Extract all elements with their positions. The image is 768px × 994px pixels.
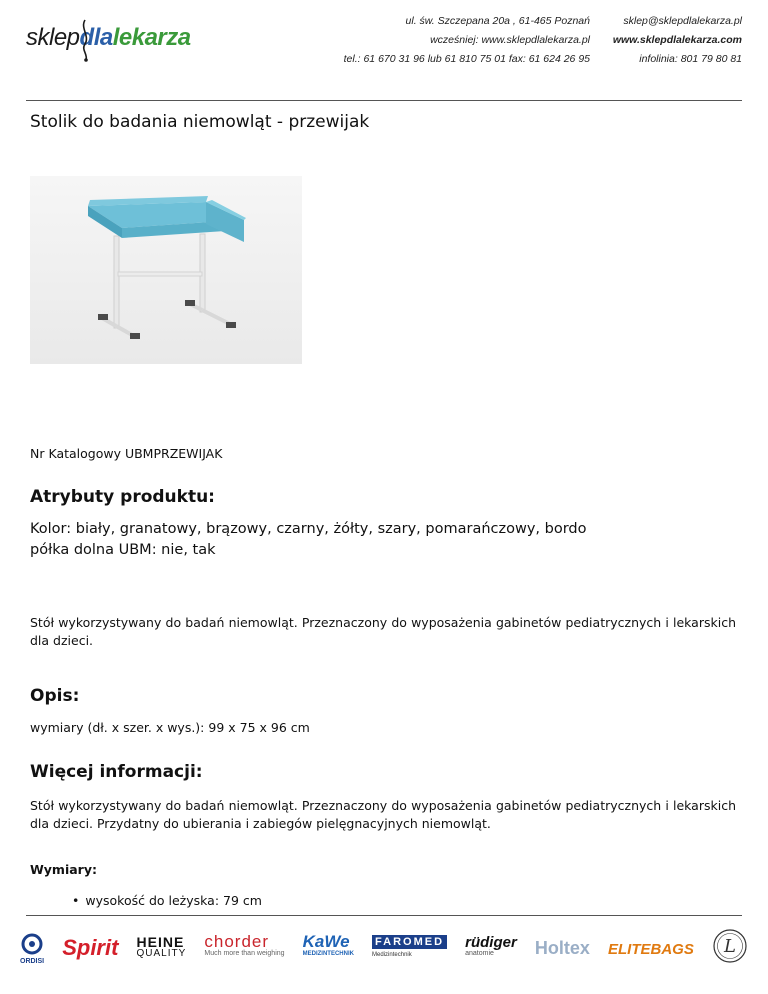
phone-text: tel.: 61 670 31 96 lub 61 810 75 01 fax: 61 624 26 95 [343, 53, 590, 65]
brand-spirit-logo[interactable]: Spirit [62, 935, 119, 960]
brand-littmann-logo[interactable] [712, 928, 748, 968]
website-link[interactable]: www.sklepdlalekarza.com [612, 34, 742, 46]
header-divider [26, 100, 742, 101]
address-text: ul. św. Szczepana 20a , 61-465 Poznań [405, 15, 590, 27]
brand-kawe-logo[interactable]: KaWe MEDIZINTECHNIK [302, 932, 354, 957]
brand-heine-logo[interactable]: HEINE QUALITY [136, 934, 187, 959]
product-image [30, 176, 302, 364]
dimensions-subheading: Wymiary: [30, 862, 97, 877]
page-header [0, 0, 768, 100]
svg-text:L: L [723, 936, 736, 957]
contact-online-block [613, 12, 742, 69]
page-title: Stolik do badania niemowląt - przewijak [30, 112, 370, 132]
attributes-heading: Atrybuty produktu: [30, 487, 215, 507]
description-heading: Opis: [30, 686, 80, 706]
dimensions-text: wymiary (dł. x szer. x wys.): 99 x 75 x 96 cm [30, 720, 310, 735]
short-description: Stół wykorzystywany do badań niemowląt. Przeznaczony do wyposażenia gabinetów pediatrycznych i lekarskich dla dzieci. [30, 615, 736, 648]
logo-word-sklep: sklep [26, 24, 80, 51]
previous-site-text: wcześniej: www.sklepdlalekarza.pl [430, 34, 590, 46]
footer-divider [26, 915, 742, 916]
brand-ordisi-logo[interactable]: ORDISI [20, 932, 44, 965]
ordisi-emblem-icon [21, 932, 43, 958]
attribute-color: Kolor: biały, granatowy, brązowy, czarny, żółty, szary, pomarańczowy, bordo [30, 521, 587, 537]
brand-faromed-logo[interactable]: FAROMED Medizintechnik [372, 935, 447, 961]
site-logo[interactable] [26, 16, 191, 60]
catalog-number: Nr Katalogowy UBMPRZEWIJAK [30, 446, 223, 461]
logo-word-lekarza: lekarza [112, 24, 191, 51]
littmann-emblem-icon [712, 928, 748, 964]
attribute-shelf: półka dolna UBM: nie, tak [30, 542, 216, 558]
brand-holtex-logo[interactable]: Holtex [534, 937, 590, 958]
stethoscope-icon [78, 18, 92, 62]
contact-address-block [344, 12, 590, 69]
dimensions-list [72, 893, 262, 908]
list-item: • wysokość do leżyska: 79 cm [72, 893, 262, 908]
more-info-text: Stół wykorzystywany do badań niemowląt. Przeznaczony do wyposażenia gabinetów pediatrycznych i lekarskich dla dzieci. Przydatny do ubierania i zabiegów pielęgnacyjnych niemowląt. [30, 798, 736, 831]
brand-rudiger-logo[interactable]: rüdiger anatomie [465, 934, 517, 957]
attributes-list [30, 519, 587, 561]
brand-chorder-logo[interactable]: chorder Much more than weighing [204, 932, 285, 957]
brand-logos-strip [20, 924, 748, 972]
email-link[interactable]: sklep@sklepdlalekarza.pl [623, 15, 742, 27]
brand-elitebags-logo[interactable]: ELITEBAGS [607, 940, 694, 958]
more-info-heading: Więcej informacji: [30, 762, 203, 782]
hotline-text: infolinia: 801 79 80 81 [639, 53, 742, 65]
logo-word-dla: dla [79, 24, 113, 51]
